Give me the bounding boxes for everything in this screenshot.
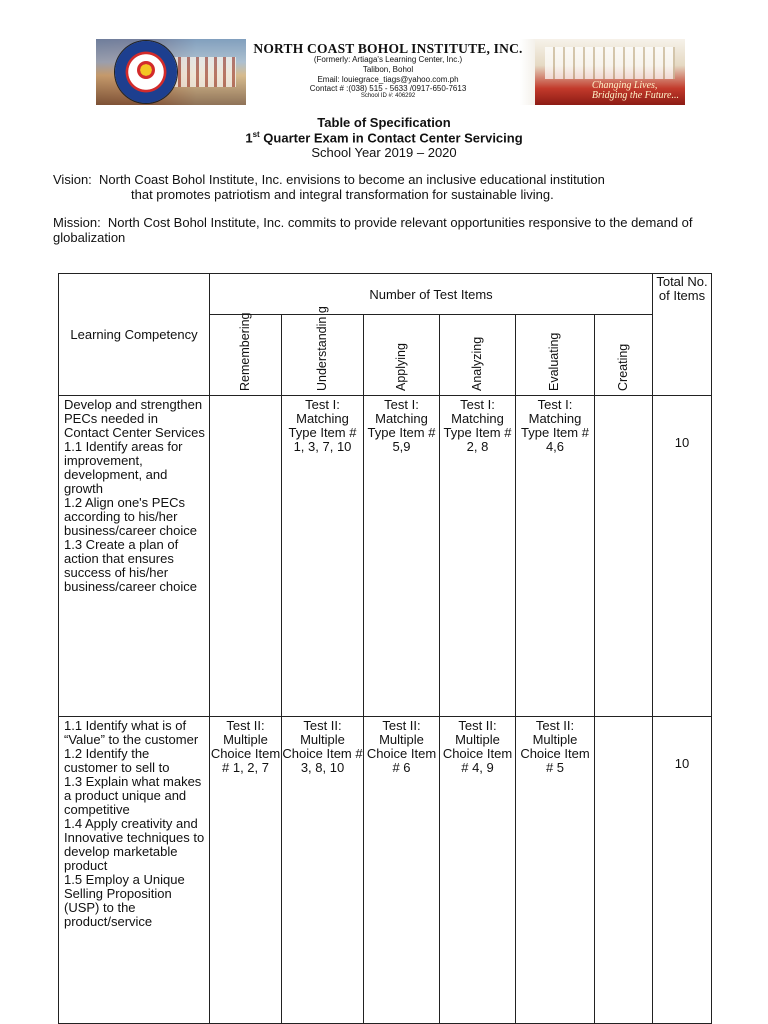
applying-cell: Test II: Multiple Choice Item # 6 bbox=[364, 717, 440, 1024]
creating-cell bbox=[595, 717, 653, 1024]
level-evaluating: Evaluating bbox=[516, 315, 595, 396]
exam-title bbox=[0, 130, 768, 145]
evaluating-cell: Test II: Multiple Choice Item # 5 bbox=[516, 717, 595, 1024]
mission-label: Mission: bbox=[53, 215, 101, 230]
header-learning-competency: Learning Competency bbox=[59, 274, 210, 396]
competency-cell: 1.1 Identify what is of “Value” to the customer 1.2 Identify the customer to sell to 1.3 Explain what makes a product unique and competitive 1.4 Apply creativity and Innovative techniques to develop marketable product 1.5 Employ a Unique Selling Proposition (USP) to the product/service bbox=[59, 717, 210, 1024]
school-id: School ID #: 406292 bbox=[360, 93, 416, 99]
creating-cell bbox=[595, 396, 653, 717]
vision-line-1: North Coast Bohol Institute, Inc. envisions to become an inclusive educational institution bbox=[99, 172, 605, 187]
level-understanding: Understandin g bbox=[282, 315, 364, 396]
school-email: Email: louiegrace_tiags@yahoo.com.ph bbox=[317, 75, 459, 84]
analyzing-cell: Test I: Matching Type Item # 2, 8 bbox=[440, 396, 516, 717]
evaluating-cell: Test I: Matching Type Item # 4,6 bbox=[516, 396, 595, 717]
school-contact: Contact # :(038) 515 - 5633 /0917-650-7613 bbox=[309, 84, 467, 93]
school-location: Talibon, Bohol bbox=[362, 65, 414, 74]
header-total-items: Total No. of Items bbox=[653, 274, 712, 396]
school-name: NORTH COAST BOHOL INSTITUTE, INC. bbox=[253, 41, 523, 56]
document-title: Table of Specification bbox=[317, 115, 451, 130]
analyzing-cell: Test II: Multiple Choice Item # 4, 9 bbox=[440, 717, 516, 1024]
understanding-cell: Test II: Multiple Choice Item # 3, 8, 10 bbox=[282, 717, 364, 1024]
competency-cell: Develop and strengthen PECs needed in Contact Center Services 1.1 Identify areas for improvement, development, and growth 1.2 Align one's PECs according to his/her business/career choice 1.3 Create a plan of action that ensures success of his/her business/career choice bbox=[59, 396, 210, 717]
tagline-line-1: Changing Lives, bbox=[591, 80, 658, 91]
total-items-cell: 10 bbox=[653, 717, 712, 1024]
level-remembering: Remembering bbox=[210, 315, 282, 396]
tagline-line-2: Bridging the Future... bbox=[591, 90, 679, 101]
school-year: School Year 2019 – 2020 bbox=[311, 145, 457, 160]
table-of-specification bbox=[58, 273, 712, 1024]
understanding-cell: Test I: Matching Type Item # 1, 3, 7, 10 bbox=[282, 396, 364, 717]
table-row bbox=[59, 396, 712, 717]
school-header-banner bbox=[96, 39, 685, 105]
exam-title-rest: Quarter Exam in Contact Center Servicing bbox=[259, 130, 523, 146]
total-items-cell: 10 bbox=[653, 396, 712, 717]
remembering-cell: Test II: Multiple Choice Item # 1, 2, 7 bbox=[210, 717, 282, 1024]
school-seal-logo bbox=[115, 41, 177, 103]
vision-statement bbox=[53, 172, 718, 202]
remembering-cell bbox=[210, 396, 282, 717]
mission-text: North Cost Bohol Institute, Inc. commits to provide relevant opportunities responsive to the demand of globalization bbox=[53, 215, 693, 245]
level-applying: Applying bbox=[364, 315, 440, 396]
vision-line-2: that promotes patriotism and integral transformation for sustainable living. bbox=[131, 187, 554, 202]
school-tagline bbox=[592, 81, 679, 101]
header-number-of-test-items: Number of Test Items bbox=[210, 274, 653, 315]
table-row bbox=[59, 717, 712, 1024]
exam-ordinal: 1 bbox=[245, 130, 253, 146]
school-formerly: (Formerly: Artiaga's Learning Center, Inc.) bbox=[313, 55, 463, 64]
exam-ordinal-suffix: st bbox=[252, 130, 260, 139]
vision-label: Vision: bbox=[53, 172, 92, 187]
level-analyzing: Analyzing bbox=[440, 315, 516, 396]
applying-cell: Test I: Matching Type Item # 5,9 bbox=[364, 396, 440, 717]
mission-statement bbox=[53, 215, 718, 245]
level-creating: Creating bbox=[595, 315, 653, 396]
